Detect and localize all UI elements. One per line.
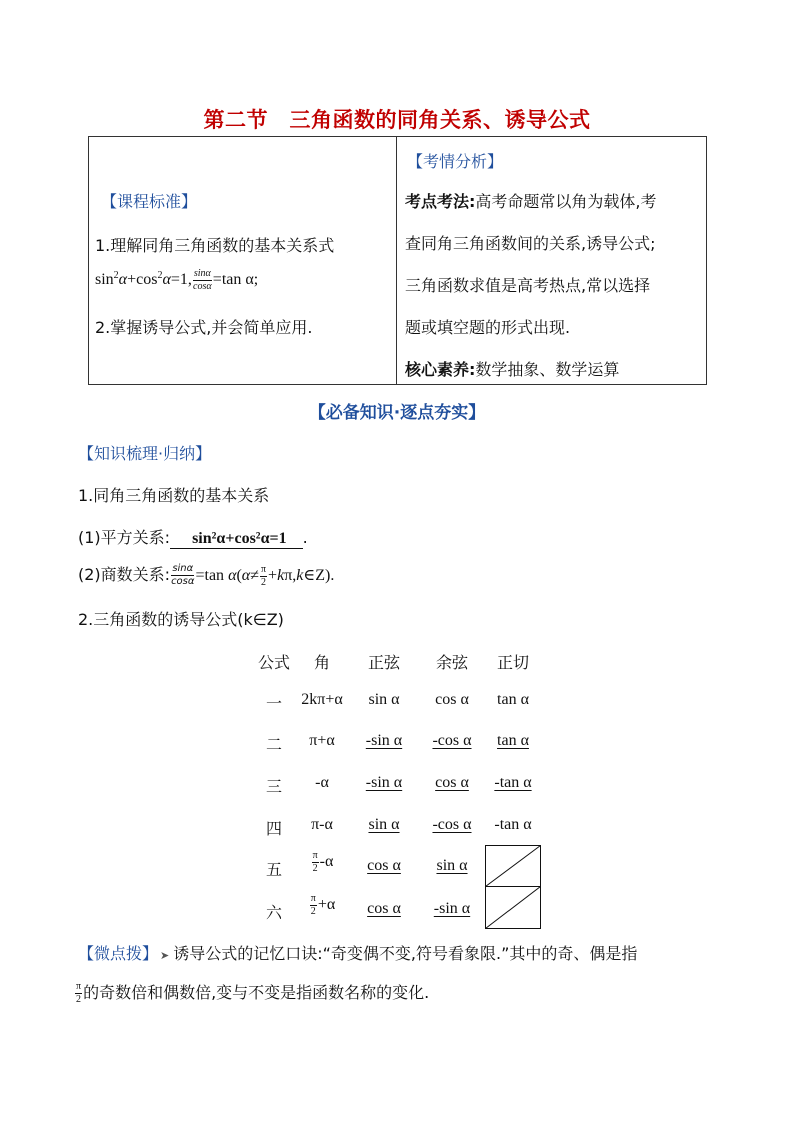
square-relation-label: (1)平方关系: (78, 528, 171, 547)
row-sin: sin α (368, 691, 400, 708)
row-name: 四 (265, 819, 282, 838)
quotient-relation: (2)商数关系: $\frac{\sin\alpha}{\cos\alpha}$ =tan α(α≠ $\frac{\pi}{2}$ +kπ,k∈Z). (78, 563, 335, 588)
standards-box (88, 136, 707, 385)
col-header-formula: 公式 (257, 653, 290, 672)
row-tan: tan α (497, 732, 529, 749)
row-angle: π-α (311, 816, 333, 833)
row-name: 二 (265, 735, 282, 754)
tip-text-1: 诱导公式的记忆口诀:“奇变偶不变,符号看象限.”其中的奇、偶是指 (173, 944, 638, 963)
row-angle: $\frac{\pi}{2}$ +α (310, 893, 336, 917)
row-cos: -cos α (432, 816, 472, 833)
tip-text-2: 的奇数倍和偶数倍,变与不变是指函数名称的变化. (83, 983, 430, 1002)
exam-analysis-heading: 【考情分析】 (407, 152, 504, 171)
exam-points-text-2: 查同角三角函数间的关系,诱导公式; (405, 234, 656, 253)
row-cos: -sin α (433, 900, 471, 917)
row-sin: -sin α (365, 732, 403, 749)
row-cos: sin α (436, 857, 468, 874)
tip-line-1 (78, 941, 637, 964)
row-tan: -tan α (494, 774, 532, 791)
row-sin: sin α (368, 816, 400, 833)
section-heading: 【必备知识·逐点夯实】 (308, 403, 486, 423)
row-angle: 2kπ+α (301, 691, 343, 708)
empty-tan-cells (485, 845, 541, 929)
square-relation: (1)平方关系: sin²α+cos²α=1 . (78, 528, 308, 547)
core-literacy-label: 核心素养: (405, 360, 476, 379)
standard-item-1: 1.理解同角三角函数的基本关系式 (95, 236, 335, 255)
subsection-heading: 【知识梳理·归纳】 (78, 444, 212, 463)
box-divider (396, 137, 397, 384)
tip-label: 【微点拨】 (78, 944, 159, 963)
exam-points-text-4: 题或填空题的形式出现. (405, 318, 571, 337)
row-name: 六 (265, 903, 282, 922)
identity-formula: $\sin^2\alpha+\cos^2\alpha=1$, $\frac{\sin\alpha}{\cos\alpha}$ =tan α; (95, 268, 259, 292)
row-sin: cos α (367, 857, 401, 874)
row-tan: tan α (497, 691, 529, 708)
row-cos: cos α (435, 691, 469, 708)
arrow-icon: ➤ (160, 949, 170, 962)
row-name: 五 (265, 860, 282, 879)
row-angle: $\frac{\pi}{2}$ -α (312, 850, 334, 874)
row-sin: cos α (367, 900, 401, 917)
row-cos: -cos α (432, 732, 472, 749)
standard-item-2: 2.掌握诱导公式,并会简单应用. (95, 318, 313, 337)
row-tan: -tan α (494, 816, 532, 833)
exam-points-text-3: 三角函数求值是高考热点,常以选择 (405, 276, 651, 295)
col-header-tan: 正切 (496, 653, 529, 672)
page-title: 第二节 三角函数的同角关系、诱导公式 (203, 108, 591, 132)
col-header-angle: 角 (313, 653, 330, 672)
quotient-relation-label: (2)商数关系: (78, 565, 171, 584)
square-relation-answer: sin²α+cos²α=1 (170, 530, 303, 549)
identity-tail: =tan α; (212, 271, 259, 289)
col-header-sin: 正弦 (367, 653, 400, 672)
col-header-cos: 余弦 (435, 653, 468, 672)
exam-points (405, 189, 657, 212)
core-literacy-text: 数学抽象、数学运算 (475, 360, 620, 379)
tip-line-2: $\frac{\pi}{2}$ 的奇数倍和偶数倍,变与不变是指函数名称的变化. (76, 981, 430, 1005)
point-1-heading: 1.同角三角函数的基本关系 (78, 486, 270, 505)
row-angle: -α (315, 774, 329, 791)
course-standard-heading: 【课程标准】 (101, 192, 198, 211)
row-angle-tail: +α (317, 896, 336, 914)
row-angle: π+α (309, 732, 335, 749)
row-cos: cos α (435, 774, 469, 791)
core-literacy (405, 357, 619, 380)
row-angle-tail: -α (319, 853, 334, 871)
row-name: 一 (265, 694, 282, 713)
row-name: 三 (265, 777, 282, 796)
exam-points-label: 考点考法: (405, 192, 476, 211)
row-sin: -sin α (365, 774, 403, 791)
point-2-heading: 2.三角函数的诱导公式(k∈Z) (78, 610, 284, 629)
exam-points-text-1: 高考命题常以角为载体,考 (475, 192, 657, 211)
